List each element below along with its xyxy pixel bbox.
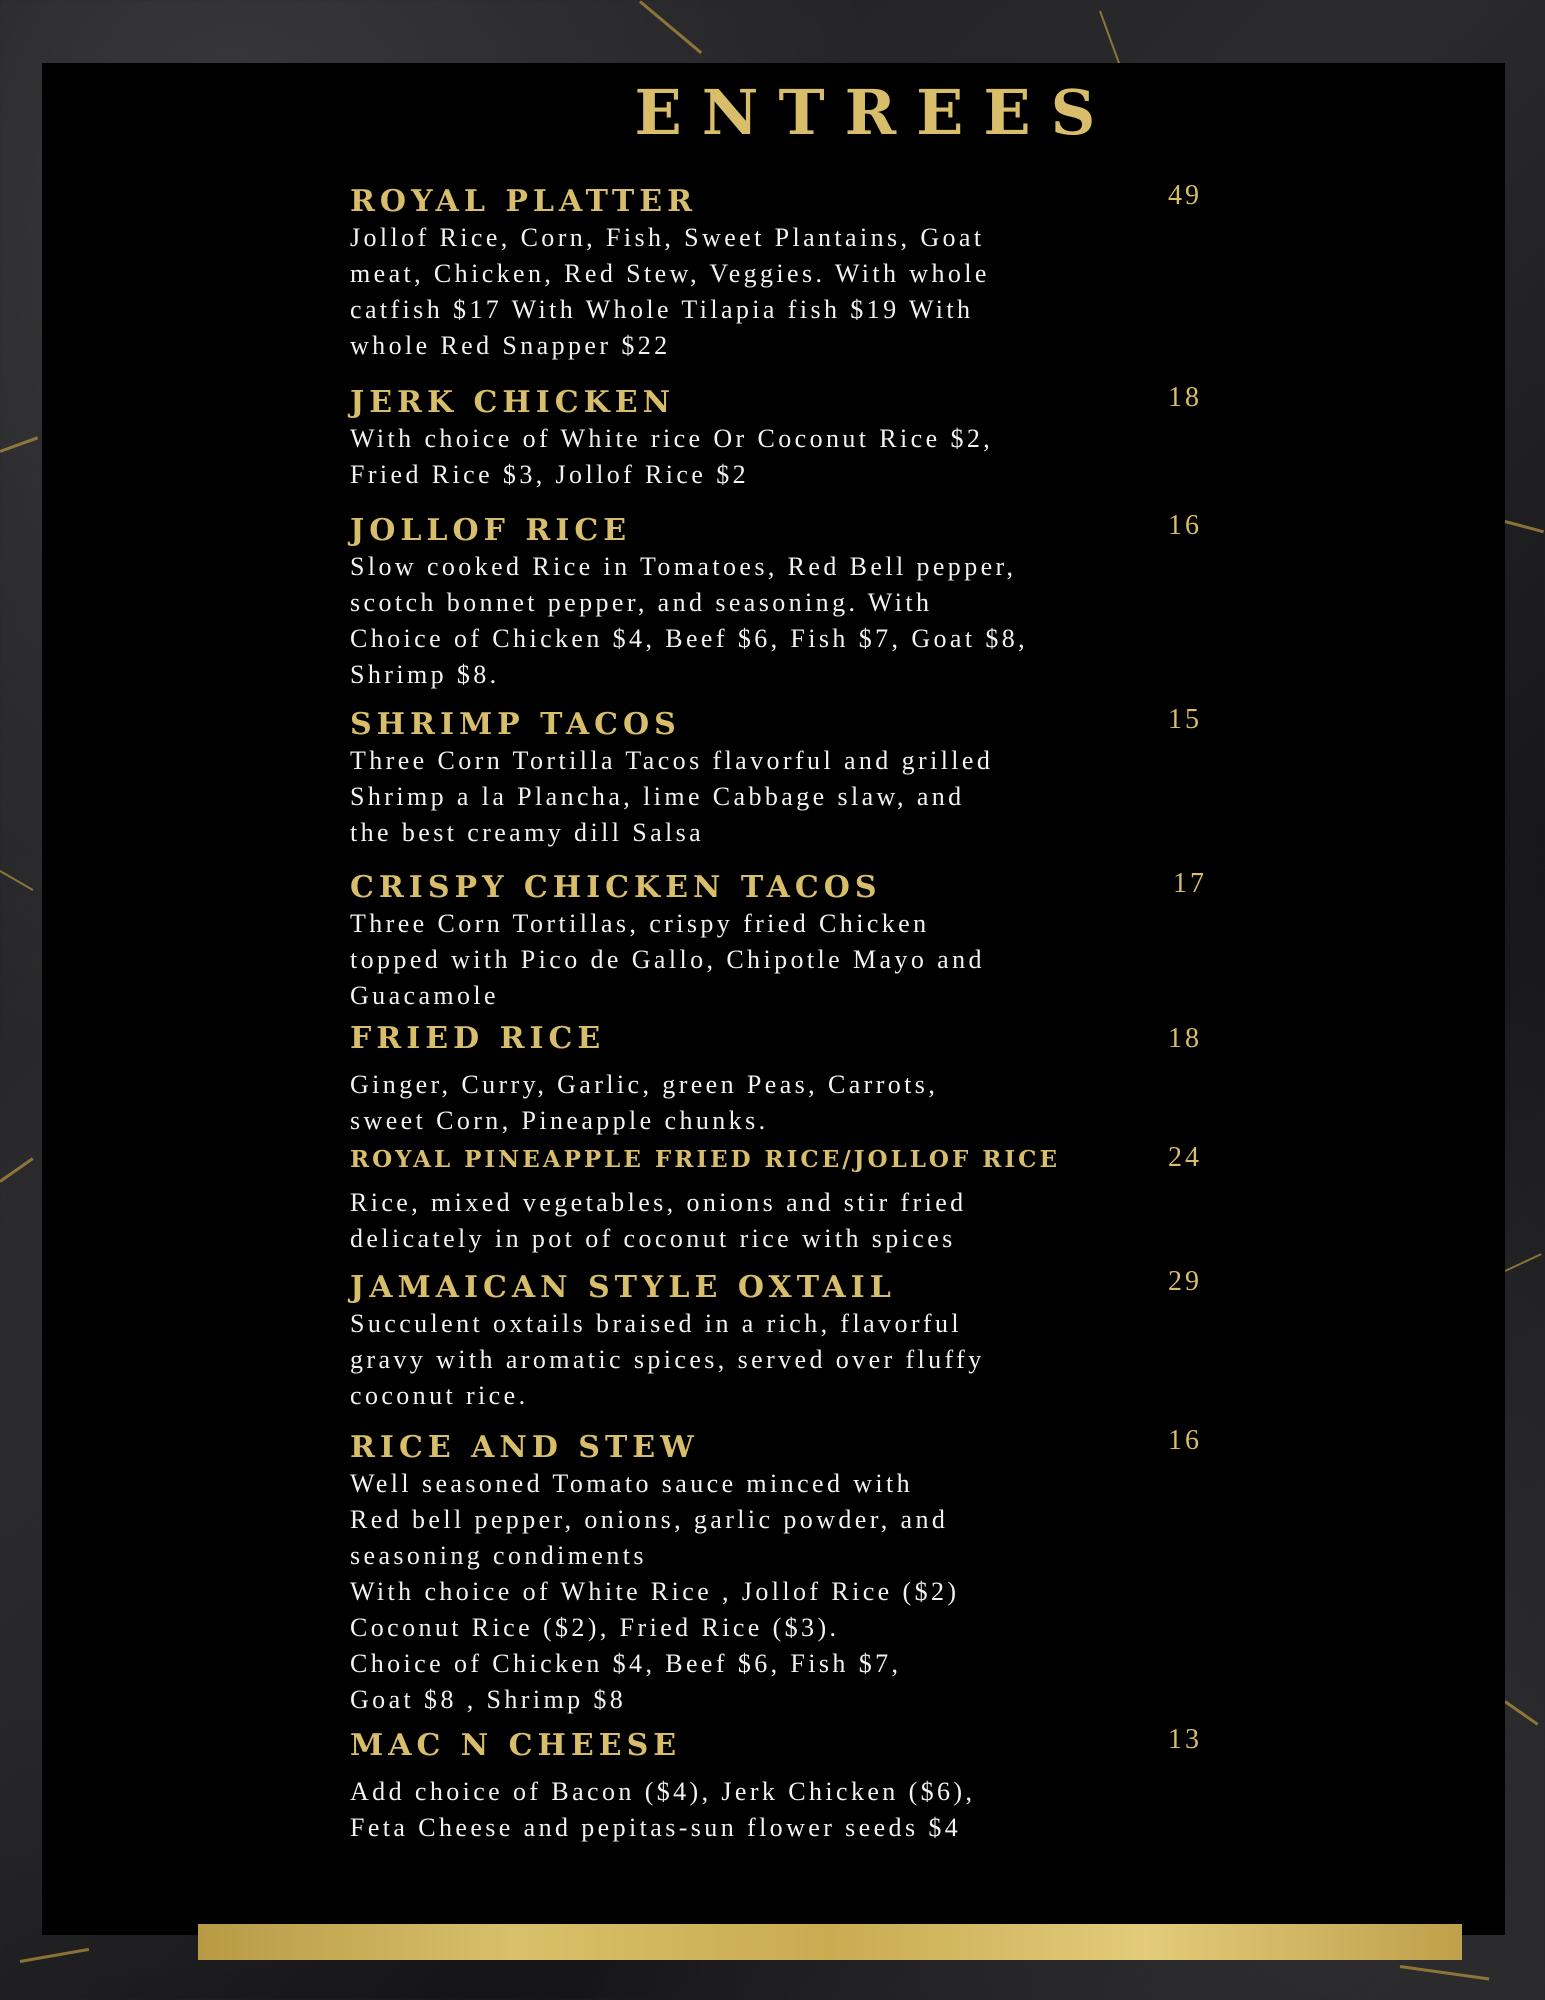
item-price: 18 [1168,1023,1202,1054]
item-price: 16 [1168,510,1202,541]
item-price: 13 [1168,1724,1202,1755]
item-description: Rice, mixed vegetables, onions and stir fried delicately in pot of coconut rice with spices [350,1188,967,1253]
item-description: Three Corn Tortilla Tacos flavorful and grilled Shrimp a la Plancha, lime Cabbage slaw, and the best creamy dill Salsa [350,746,994,847]
item-name: RICE AND STEW [350,1430,699,1465]
item-description: Slow cooked Rice in Tomatoes, Red Bell pepper, scotch bonnet pepper, and seasoning. With Choice of Chicken $4, Beef $6, Fish $7, Goat $8, Shrimp $8. [350,552,1029,689]
item-price: 29 [1168,1266,1202,1297]
item-name: CRISPY CHICKEN TACOS [350,870,882,905]
menu-item [350,182,1200,364]
item-description: Add choice of Bacon ($4), Jerk Chicken ($6), Feta Cheese and pepitas-sun flower seeds $4 [350,1777,976,1842]
marble-vein [20,1948,89,1963]
item-name: JERK CHICKEN [350,385,676,420]
menu-item [350,868,1200,1014]
marble-vein [1504,1700,1538,1725]
item-name: SHRIMP TACOS [350,707,681,742]
item-description: Jollof Rice, Corn, Fish, Sweet Plantains, Goat meat, Chicken, Red Stew, Veggies. With whole catfish $17 With Whole Tilapia fish $19 With whole Red Snapper $22 [350,223,990,360]
item-price: 16 [1168,1425,1202,1456]
gold-footer-bar [198,1924,1462,1960]
marble-vein [1505,520,1544,533]
item-name: FRIED RICE [350,1021,606,1056]
marble-vein [0,870,33,891]
item-price: 17 [1173,868,1207,899]
item-price: 15 [1168,704,1202,735]
item-description: Ginger, Curry, Garlic, green Peas, Carrots, sweet Corn, Pineapple chunks. [350,1070,939,1135]
menu-item [350,511,1200,693]
item-name: MAC N CHEESE [350,1728,682,1763]
menu-item [350,1019,1200,1139]
menu-item [350,1143,1200,1257]
item-name: ROYAL PINEAPPLE FRIED RICE/JOLLOF RICE [350,1146,1061,1173]
item-description: Three Corn Tortillas, crispy fried Chicken topped with Pico de Gallo, Chipotle Mayo and Guacamole [350,909,985,1010]
menu-item [350,1428,1200,1718]
marble-vein [1400,1965,1490,1980]
item-description: Succulent oxtails braised in a rich, flavorful gravy with aromatic spices, served over fluffy coconut rice. [350,1309,985,1410]
marble-vein [1505,1253,1542,1272]
marble-vein [1099,11,1121,68]
menu-item [350,1726,1200,1846]
item-price: 18 [1168,382,1202,413]
item-description: Well seasoned Tomato sauce minced with Red bell pepper, onions, garlic powder, and seasoning condiments With choice of White Rice , Jollof Rice ($2) Coconut Rice ($2), Fried Rice ($3). Choice of Chicken $4, Beef $6, Fish $7, Goat $8 , Shrimp $8 [350,1469,960,1714]
item-name: JAMAICAN STYLE OXTAIL [350,1270,896,1305]
marble-vein [0,436,38,452]
menu-item [350,705,1200,851]
item-price: 24 [1168,1142,1202,1173]
menu-title: ENTREES [634,76,1116,149]
item-name: ROYAL PLATTER [350,184,698,219]
item-name: JOLLOF RICE [350,513,632,548]
menu-item [350,383,1200,493]
menu-item [350,1268,1200,1414]
item-description: With choice of White rice Or Coconut Rice $2, Fried Rice $3, Jollof Rice $2 [350,424,994,489]
item-price: 49 [1168,180,1202,211]
marble-vein [639,0,702,54]
marble-vein [0,1157,34,1182]
